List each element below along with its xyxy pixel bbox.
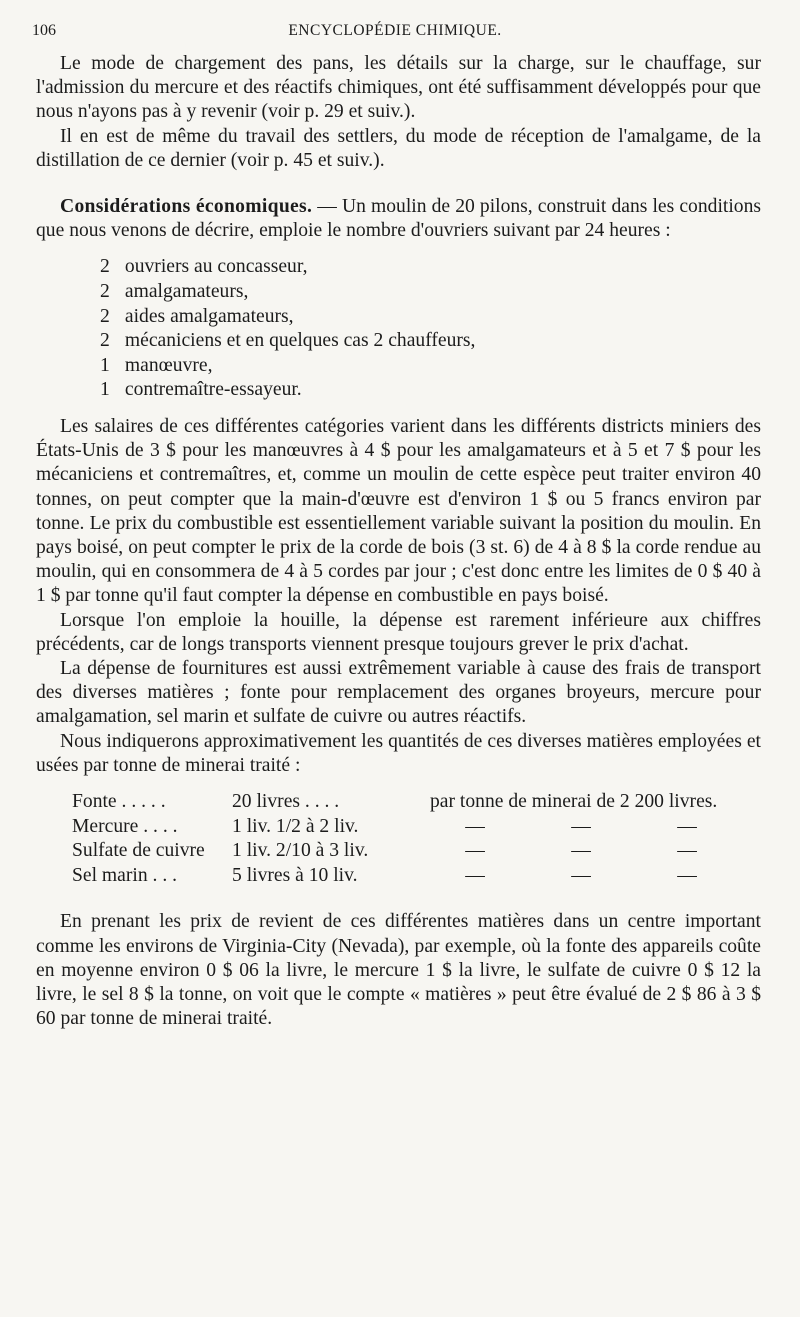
paragraph-prix-de-revient: En prenant les prix de revient de ces différentes matières dans un centre important comme les environs de Virginia-City (Nevada), par exemple, où la fonte des appareils coûte en moyenne environ 0 $ 06 la livre, le mercure 1 $ la livre, le sulfate de cuivre 0 $ 12 la livre, le sel 8 $ la tonne, on voit que le compte « matières » peut être évalué de 2 $ 86 à 3 $ 60 par tonne de minerai traité. xyxy=(36,911,761,1030)
running-title: ENCYCLOPÉDIE CHIMIQUE. xyxy=(288,22,502,39)
paragraph-houille: Lorsque l'on emploie la houille, la dépense est rarement inférieure aux chiffres précédents, car de longs transports viennent presque toujours grever le prix d'achat. xyxy=(36,609,761,655)
list-item: 1 contremaître-essayeur. xyxy=(100,379,302,401)
materials-table xyxy=(72,790,740,888)
table-row: Fonte . . . . . 20 livres . . . . par tonne de minerai de 2 200 livres. xyxy=(72,791,718,813)
list-item: 2 mécaniciens et en quelques cas 2 chauffeurs, xyxy=(100,330,476,352)
table-row: Sulfate de cuivre 1 liv. 2/10 à 3 liv. — — — xyxy=(72,840,697,862)
list-item: 2 ouvriers au concasseur, xyxy=(100,256,308,278)
paragraph-mode-de-chargement: Le mode de chargement des pans, les détails sur la charge, sur le chauffage, sur l'admission du mercure et des réactifs chimiques, ont été suffisamment développés pour que nous n'ayons pas à y revenir (voir p. 29 et suiv.). xyxy=(36,53,761,123)
workers-list xyxy=(36,255,761,403)
table-row: Sel marin . . . 5 livres à 10 liv. — — — xyxy=(72,864,697,886)
paragraph-fournitures: La dépense de fournitures est aussi extrêmement variable à cause des frais de transport des diverses matières ; fonte pour remplacement des organes broyeurs, mercure pour amalgamation, sel marin et sulfate de cuivre ou autres réactifs. xyxy=(36,658,761,728)
page-body xyxy=(36,52,761,1031)
paragraph-quantites: Nous indiquerons approximativement les quantités de ces diverses matières employées et usées par tonne de minerai traité : xyxy=(36,730,761,776)
paragraph-considerations xyxy=(36,195,761,243)
paragraph-considerations-text: — Un moulin de 20 pilons, construit dans les conditions que nous venons de décrire, emploie le nombre d'ouvriers suivant par 24 heures : xyxy=(36,196,761,242)
section-heading: Considérations économiques. xyxy=(60,196,313,218)
paragraph-salaires: Les salaires de ces différentes catégories varient dans les différents districts miniers des États-Unis de 3 $ pour les manœuvres à 4 $ pour les amalgamateurs et à 5 et 7 $ pour les mécaniciens et contremaîtres, et, comme un moulin de cette espèce peut traiter environ 40 tonnes, on peut compter que la main-d'œuvre est d'environ 1 $ ou 5 francs environ par tonne. Le prix du combustible est essentiellement variable suivant la position du moulin. En pays boisé, on peut compter le prix de la corde de bois (3 st. 6) de 4 à 8 $ la corde rendue au moulin, qui en consommera de 4 à 5 cordes par jour ; c'est donc entre les limites de 0 $ 40 à 1 $ par tonne qu'il faut compter la dépense en combustible en pays boisé. xyxy=(36,415,761,607)
list-item: 2 amalgamateurs, xyxy=(100,281,249,303)
list-item: 1 manœuvre, xyxy=(100,354,213,376)
paragraph-settlers: Il en est de même du travail des settlers, du mode de réception de l'amalgame, de la distillation de ce dernier (voir p. 45 et suiv.). xyxy=(36,125,761,171)
page-number: 106 xyxy=(32,22,56,39)
page-header xyxy=(32,22,758,44)
list-item: 2 aides amalgamateurs, xyxy=(100,305,294,327)
table-row: Mercure . . . . 1 liv. 1/2 à 2 liv. — — — xyxy=(72,815,697,837)
